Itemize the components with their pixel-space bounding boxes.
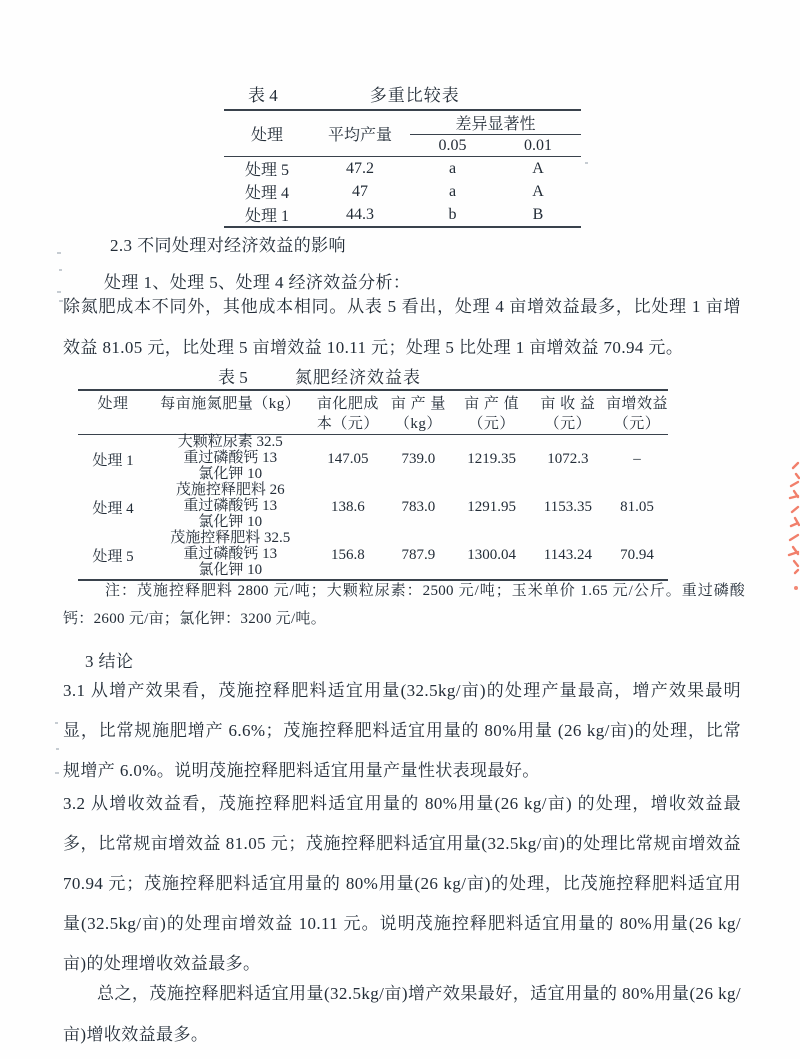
section-3-summary-paragraph: 总之，茂施控释肥料适宜用量(32.5kg/亩)增产效果最好，适宜用量的 80%用量(26 kg/亩)增收效益最多。 [63,984,741,1044]
table5-row [78,531,668,580]
table4-header-significance: 差异显著性 [410,110,581,135]
table5-header-value: 亩 产 值 （元） [464,396,520,432]
scan-speck [585,162,588,164]
section-3-1-paragraph: 3.1 从增产效果看，茂施控释肥料适宜用量(32.5kg/亩)的处理产量最高，增产效果最明显，比常规施肥增产 6.6%；茂施控释肥料适宜用量的 80%用量 (26 kg/亩)的处理，比常规增产 6.0%。说明茂施控释肥料适宜用量产量性状表现最好。 [63,681,741,780]
table4-cell-treatment: 处理 5 [244,162,289,179]
table5-cell-cost: 147.05 [327,450,369,467]
table5-cell-cost: 138.6 [330,498,365,515]
table4-header-p001: 0.01 [524,136,552,154]
table5-cell-gain: – [633,450,641,467]
table5-cell-fertilizer: 茂施控释肥料 26 重过磷酸钙 13 氯化钾 10 [175,482,285,530]
table5-note: 注：茂施控释肥料 2800 元/吨；大颗粒尿素：2500 元/吨；玉米单价 1.65 元/公斤。重过磷酸钙：2600 元/亩；氯化钾：3200 元/吨。 [63,583,745,627]
table5-header-treatment: 处理 [97,396,129,412]
table5-cell-yield: 739.0 [401,450,436,467]
scan-speck [59,269,62,271]
table4-row [224,180,581,203]
section-3-heading: 3 结论 [85,652,134,671]
section-3-2-paragraph: 3.2 从增收效益看，茂施控释肥料适宜用量的 80%用量(26 kg/亩) 的处理，增收效益最多，比常规亩增效益 81.05 元；茂施控释肥料适宜用量(32.5kg/亩)的处理比常规亩增效益 70.94 元；茂施控释肥料适宜用量的 80%用量(26 kg/亩)的处理，比茂施控释肥料适宜用量(32.5kg/亩)的处理亩增效益 10.11 元。说明茂施控释肥料适宜用量的 80%用量(26 kg/亩)的处理增收效益最多。 [63,794,741,973]
table5-cell-yield: 783.0 [401,498,436,515]
table4-header-avg-yield: 平均产量 [327,127,392,144]
scan-speck [55,772,59,774]
table5-cell-fertilizer: 茂施控释肥料 32.5 重过磷酸钙 13 氯化钾 10 [170,530,291,578]
table5-row [78,435,668,484]
table5-cell-gain: 70.94 [620,546,654,563]
table4-cell-treatment: 处理 1 [244,208,289,225]
table5-cell-income: 1072.3 [547,450,589,467]
scan-speck [55,722,58,724]
table4-label: 表 4 [248,86,278,105]
table4-cell-p005: b [448,205,457,223]
table4-row [224,157,581,181]
table5-cell-treatment: 处理 1 [92,452,134,469]
table5-cell-income: 1143.24 [543,546,592,563]
red-handwriting-mark [779,460,800,625]
table5-header-cost: 亩化肥成 本（元） [316,396,379,432]
table5-cell-income: 1153.35 [543,498,592,515]
table5-header-fertilizer: 每亩施氮肥量（kg） [160,396,301,412]
table5 [78,389,668,581]
scan-speck [57,252,61,254]
table5-cell-value: 1291.95 [467,498,517,515]
table5-cell-treatment: 处理 4 [92,500,134,517]
table5-cell-cost: 156.8 [330,546,365,563]
table4-title: 多重比较表 [369,86,460,105]
scan-speck [56,748,59,750]
table4-header-treatment: 处理 [250,127,283,144]
table5-row [78,483,668,531]
table4-cell-avg: 44.3 [346,205,374,223]
table5-cell-fertilizer: 大颗粒尿素 32.5 重过磷酸钙 13 氯化钾 10 [177,434,283,482]
table5-caption [78,363,668,385]
table5-cell-treatment: 处理 5 [92,548,134,565]
table4-caption [224,84,581,106]
table5-header-gain: 亩增效益 （元） [605,396,668,432]
table5-header-income: 亩 收 益 （元） [540,396,596,432]
table5-header-yield: 亩 产 量 （kg） [390,396,446,432]
table4 [224,109,581,228]
section-2-3-intro: 处理 1、处理 5、处理 4 经济效益分析： [104,273,411,292]
scan-speck [57,291,61,293]
scan-speck [59,300,63,302]
table4-cell-treatment: 处理 4 [244,185,289,202]
section-2-3-body: 除氮肥成本不同外，其他成本相同。从表 5 看出，处理 4 亩增效益最多，比处理 1 亩增效益 81.05 元，比处理 5 亩增效益 10.11 元；处理 5 比处理 1 亩增效益 70.94 元。 [63,297,741,357]
table5-title: 氮肥经济效益表 [295,368,421,387]
table4-header-p005: 0.05 [438,136,467,154]
table4-cell-avg: 47 [352,182,368,200]
table4-cell-p001: B [532,205,544,223]
table4-cell-avg: 47.2 [346,159,374,177]
table5-cell-value: 1300.04 [467,546,517,563]
table4-cell-p005: a [448,159,457,177]
table4-cell-p001: A [532,159,544,177]
table5-cell-yield: 787.9 [401,546,436,563]
table4-row [224,203,581,227]
table5-label: 表 5 [218,368,248,387]
table5-cell-value: 1219.35 [467,450,517,467]
table4-block [224,84,581,228]
table4-cell-p005: a [448,182,457,200]
section-2-3-heading: 2.3 不同处理对经济效益的影响 [110,236,346,255]
table5-cell-gain: 81.05 [620,498,654,515]
table4-cell-p001: A [532,182,544,200]
